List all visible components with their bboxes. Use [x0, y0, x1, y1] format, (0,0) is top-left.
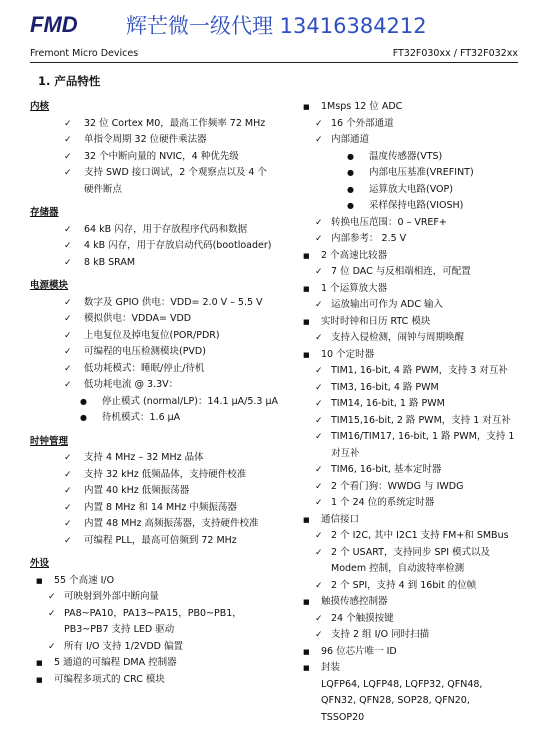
square-bullet-icon: ■ — [36, 576, 43, 585]
feature-text: 实时时钟和日历 RTC 模块 — [321, 315, 431, 327]
square-bullet-icon: ■ — [303, 515, 310, 524]
model-number: FT32F030xx / FT32F032xx — [392, 48, 518, 59]
feature-text: 支持 4 MHz – 32 MHz 晶体 — [84, 452, 204, 463]
check-icon: ✓ — [315, 415, 323, 426]
feature-text: 对互补 — [331, 447, 360, 459]
feature-text: 运算放大电路(VOP) — [369, 183, 453, 195]
square-bullet-icon: ■ — [303, 598, 310, 606]
feature-text: 可映射到外部中断向量 — [64, 591, 160, 602]
feature-item — [30, 655, 290, 672]
section-heading — [30, 99, 290, 116]
feature-text: 32 位 Cortex M0，最高工作频率 72 MHz — [84, 117, 266, 129]
feature-text: 16 个外部通道 — [331, 117, 394, 129]
feature-item — [297, 132, 537, 149]
feature-item — [297, 479, 537, 496]
feature-item — [297, 545, 537, 562]
feature-text: TIM3, 16-bit, 4 路 PWM — [331, 381, 439, 393]
feature-text: 内部参考： 2.5 V — [331, 233, 407, 244]
check-icon: ✓ — [64, 363, 72, 374]
dot-bullet-icon: ● — [80, 396, 87, 406]
feature-text: Modem 控制，自动波特率检测 — [331, 563, 465, 574]
dot-bullet-icon: ● — [347, 151, 354, 161]
feature-item — [297, 264, 537, 281]
feature-text: 单指令周期 32 位硬件乘法器 — [84, 134, 207, 145]
feature-text: 采样保持电路(VIOSH) — [369, 200, 464, 211]
check-icon: ✓ — [315, 135, 323, 145]
feature-item — [30, 238, 290, 255]
feature-item — [297, 281, 537, 298]
feature-item — [297, 528, 537, 545]
square-bullet-icon: ■ — [303, 647, 310, 656]
check-icon: ✓ — [315, 267, 323, 277]
feature-item — [297, 594, 537, 611]
feature-item — [30, 639, 290, 656]
spacer — [30, 427, 290, 434]
feature-text: LQFP64, LQFP48, LQFP32, QFN48, — [321, 678, 483, 690]
spacer — [30, 271, 290, 278]
check-icon: ✓ — [64, 486, 72, 496]
section-title: 1. 产品特性 — [38, 74, 101, 88]
feature-text: 支持 2 组 I/O 同时扫描 — [331, 629, 430, 640]
feature-item — [297, 165, 537, 182]
feature-item — [30, 295, 290, 312]
feature-text: 上电复位及掉电复位(POR/PDR) — [84, 329, 220, 341]
features-left-column — [30, 99, 290, 688]
company-logo: FMD — [30, 12, 78, 37]
check-icon: ✓ — [315, 613, 323, 624]
distributor-banner: 辉芒微一级代理 13416384212 — [126, 14, 427, 38]
feature-item — [297, 231, 537, 248]
check-icon: ✓ — [64, 257, 72, 268]
square-bullet-icon: ■ — [303, 317, 310, 326]
feature-item — [30, 516, 290, 533]
feature-text: 停止模式 (normal/LP)：14.1 µA/5.3 µA — [102, 395, 279, 407]
check-icon: ✓ — [315, 234, 323, 244]
feature-item — [30, 573, 290, 590]
feature-text: TSSOP20 — [321, 711, 365, 723]
feature-item — [30, 182, 290, 199]
check-icon: ✓ — [315, 498, 323, 508]
feature-item — [30, 328, 290, 345]
feature-text: 内部电压基准(VREFINT) — [369, 167, 474, 178]
feature-text: 低功耗模式：睡眠/停止/待机 — [84, 362, 205, 374]
feature-text: 4 kB 闪存，用于存放启动代码(bootloader) — [84, 240, 272, 251]
feature-text: 温度传感器(VTS) — [369, 150, 443, 162]
feature-item — [30, 450, 290, 467]
feature-item — [297, 512, 537, 529]
feature-text: PA8~PA10，PA13~PA15，PB0~PB1， — [64, 607, 242, 619]
check-icon: ✓ — [315, 399, 323, 409]
feature-item — [30, 394, 290, 411]
feature-item — [30, 377, 290, 394]
feature-item — [297, 198, 537, 215]
heading-text: 时钟管理 — [30, 435, 69, 447]
check-icon: ✓ — [64, 469, 72, 480]
feature-text: 32 个中断向量的 NVIC，4 种优先级 — [84, 150, 239, 162]
dot-bullet-icon: ● — [347, 201, 354, 210]
spacer — [30, 198, 290, 205]
check-icon: ✓ — [64, 151, 72, 162]
feature-item — [30, 311, 290, 328]
check-icon: ✓ — [315, 333, 323, 343]
feature-item — [30, 483, 290, 500]
feature-item — [30, 500, 290, 517]
feature-item — [30, 410, 290, 427]
feature-item — [297, 578, 537, 595]
feature-item — [297, 627, 537, 644]
feature-text: 转换电压范围：0 – VREF+ — [331, 216, 447, 228]
feature-text: 支持入侵检测，闹钟与周期唤醒 — [331, 332, 465, 343]
check-icon: ✓ — [48, 641, 56, 652]
check-icon: ✓ — [315, 580, 323, 591]
square-bullet-icon: ■ — [36, 675, 43, 684]
feature-item — [30, 116, 290, 133]
section-heading — [30, 205, 290, 222]
feature-text: 5 通道的可编程 DMA 控制器 — [54, 657, 177, 668]
check-icon: ✓ — [48, 608, 56, 619]
feature-item — [30, 589, 290, 606]
feature-text: 待机模式：1.6 µA — [102, 412, 181, 423]
feature-text: PB3~PB7 支持 LED 驱动 — [64, 624, 175, 635]
feature-item — [30, 165, 290, 182]
check-icon: ✓ — [64, 502, 72, 513]
feature-text: TIM16/TIM17, 16-bit, 1 路 PWM，支持 1 — [331, 431, 515, 442]
feature-item — [297, 644, 537, 661]
feature-text: 内置 48 MHz 高频振荡器，支持硬件校准 — [84, 518, 259, 529]
heading-text: 电源模块 — [30, 280, 69, 291]
square-bullet-icon: ■ — [36, 659, 43, 667]
check-icon: ✓ — [315, 382, 323, 393]
feature-text: 2 个 I2C, 其中 I2C1 支持 FM+和 SMBus — [331, 530, 509, 541]
feature-text: 8 kB SRAM — [84, 256, 136, 268]
feature-text: 96 位芯片唯一 ID — [321, 645, 397, 657]
check-icon: ✓ — [64, 347, 72, 357]
check-icon: ✓ — [64, 118, 72, 129]
header-divider — [30, 62, 518, 63]
heading-text: 外设 — [30, 558, 50, 569]
feature-item — [297, 429, 537, 446]
feature-text: 通信接口 — [321, 513, 360, 525]
feature-text: TIM14, 16-bit, 1 路 PWM — [331, 398, 445, 409]
feature-item — [297, 462, 537, 479]
feature-text: 触摸传感控制器 — [321, 596, 388, 607]
feature-item — [297, 380, 537, 397]
check-icon: ✓ — [64, 168, 72, 178]
feature-text: TIM1, 16-bit, 4 路 PWM，支持 3 对互补 — [331, 365, 508, 376]
feature-item — [297, 314, 537, 331]
features-right-column — [297, 99, 537, 726]
check-icon: ✓ — [315, 118, 323, 129]
feature-text: 2 个看门狗：WWDG 与 IWDG — [331, 480, 464, 492]
check-icon: ✓ — [64, 519, 72, 529]
feature-item — [30, 344, 290, 361]
feature-item — [30, 533, 290, 550]
feature-item — [297, 561, 537, 578]
feature-text: 2 个 SPI，支持 4 到 16bit 的位帧 — [331, 579, 477, 591]
feature-text: 硬件断点 — [84, 183, 123, 195]
feature-text: 支持 SWD 接口调试，2 个观察点以及 4 个 — [84, 167, 267, 178]
feature-item — [297, 413, 537, 430]
feature-item — [297, 495, 537, 512]
feature-item — [30, 672, 290, 689]
feature-item — [297, 396, 537, 413]
feature-text: 1Msps 12 位 ADC — [321, 101, 403, 112]
feature-text: 内置 8 MHz 和 14 MHz 中频振荡器 — [84, 501, 237, 513]
feature-item — [30, 255, 290, 272]
dot-bullet-icon: ● — [347, 184, 354, 194]
square-bullet-icon: ■ — [303, 350, 310, 359]
feature-item — [297, 710, 537, 727]
feature-item — [297, 347, 537, 364]
feature-text: TIM6, 16-bit, 基本定时器 — [331, 464, 442, 475]
feature-item — [297, 660, 537, 677]
feature-text: 可编程的电压检测模块(PVD) — [84, 346, 206, 357]
check-icon: ✓ — [315, 366, 323, 376]
square-bullet-icon: ■ — [303, 103, 310, 111]
check-icon: ✓ — [315, 432, 323, 442]
feature-text: 所有 I/O 支持 1/2VDD 偏置 — [64, 640, 183, 652]
feature-item — [297, 297, 537, 314]
dot-bullet-icon: ● — [347, 168, 354, 177]
feature-text: 2 个高速比较器 — [321, 249, 388, 261]
feature-item — [297, 99, 537, 116]
feature-text: 模拟供电：VDDA= VDD — [84, 313, 192, 324]
feature-item — [297, 330, 537, 347]
check-icon: ✓ — [64, 535, 72, 546]
feature-text: 1 个 24 位的系统定时器 — [331, 497, 435, 508]
check-icon: ✓ — [48, 592, 56, 602]
feature-item — [297, 693, 537, 710]
feature-text: 10 个定时器 — [321, 348, 375, 360]
feature-item — [297, 677, 537, 694]
feature-text: 1 个运算放大器 — [321, 282, 388, 294]
feature-text: 数字及 GPIO 供电：VDD= 2.0 V – 5.5 V — [84, 296, 263, 308]
feature-item — [297, 149, 537, 166]
feature-item — [30, 361, 290, 378]
feature-text: QFN32, QFN28, SOP28, QFN20, — [321, 695, 470, 706]
check-icon: ✓ — [64, 241, 72, 251]
feature-text: 2 个 USART，支持同步 SPI 模式以及 — [331, 546, 491, 558]
feature-text: 64 kB 闪存，用于存放程序代码和数据 — [84, 223, 248, 235]
square-bullet-icon: ■ — [303, 251, 310, 260]
feature-item — [297, 182, 537, 199]
feature-text: 7 位 DAC 与反相端相连，可配置 — [331, 266, 471, 277]
feature-text: 封装 — [321, 662, 341, 673]
check-icon: ✓ — [315, 481, 323, 492]
feature-item — [30, 622, 290, 639]
feature-item — [30, 222, 290, 239]
check-icon: ✓ — [315, 300, 323, 310]
feature-item — [297, 116, 537, 133]
feature-text: 可编程 PLL，最高可倍频到 72 MHz — [84, 534, 237, 546]
feature-text: 可编程多项式的 CRC 模块 — [54, 673, 165, 685]
square-bullet-icon: ■ — [303, 284, 310, 293]
check-icon: ✓ — [64, 330, 72, 341]
feature-item — [297, 215, 537, 232]
feature-item — [297, 248, 537, 265]
feature-item — [30, 149, 290, 166]
check-icon: ✓ — [315, 465, 323, 475]
check-icon: ✓ — [315, 531, 323, 541]
check-icon: ✓ — [64, 314, 72, 324]
heading-text: 存储器 — [30, 207, 59, 218]
feature-text: 低功耗电流 @ 3.3V： — [84, 379, 179, 390]
dot-bullet-icon: ● — [80, 413, 87, 422]
check-icon: ✓ — [315, 217, 323, 228]
check-icon: ✓ — [64, 135, 72, 145]
check-icon: ✓ — [64, 224, 72, 235]
feature-text: 24 个触摸按键 — [331, 612, 394, 624]
company-name: Fremont Micro Devices — [30, 48, 139, 59]
feature-text: 支持 32 kHz 低频晶体，支持硬件校准 — [84, 468, 247, 480]
feature-text: 内部通道 — [331, 134, 370, 145]
check-icon: ✓ — [64, 297, 72, 308]
square-bullet-icon: ■ — [303, 664, 310, 672]
feature-item — [30, 467, 290, 484]
check-icon: ✓ — [64, 453, 72, 463]
check-icon: ✓ — [315, 547, 323, 558]
check-icon: ✓ — [64, 380, 72, 390]
feature-item — [297, 446, 537, 463]
section-heading — [30, 434, 290, 451]
feature-text: 55 个高速 I/O — [54, 574, 115, 586]
heading-text: 内核 — [30, 101, 50, 112]
feature-text: TIM15,16-bit, 2 路 PWM，支持 1 对互补 — [331, 414, 511, 426]
section-heading — [30, 556, 290, 573]
feature-item — [297, 611, 537, 628]
feature-item — [30, 606, 290, 623]
feature-text: 运放输出可作为 ADC 输入 — [331, 299, 443, 310]
check-icon: ✓ — [315, 630, 323, 640]
feature-item — [297, 363, 537, 380]
feature-text: 内置 40 kHz 低频振荡器 — [84, 485, 190, 496]
section-heading — [30, 278, 290, 295]
spacer — [30, 549, 290, 556]
feature-item — [30, 132, 290, 149]
